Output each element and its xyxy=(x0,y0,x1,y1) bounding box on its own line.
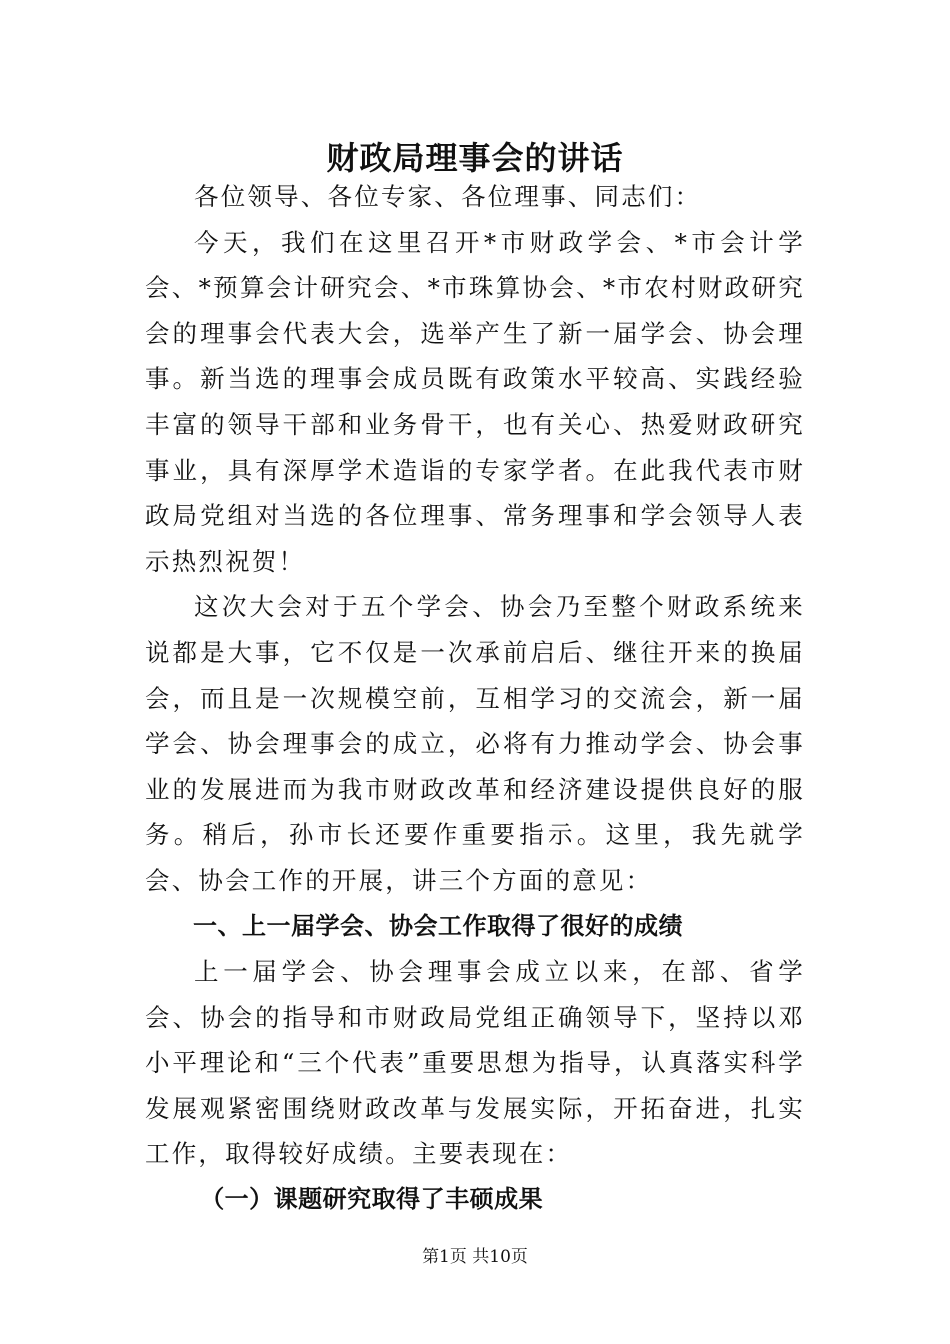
document-title: 财政局理事会的讲话 xyxy=(326,139,624,177)
paragraph-1: 今天，我们在这里召开*市财政学会、*市会计学会、*预算会计研究会、*市珠算协会、*市农村财政研究会的理事会代表大会，选举产生了新一届学会、协会理事。新当选的理事会成员既有政策水平较高、实践经验丰富的领导干部和业务骨干，也有关心、热爱财政研究事业，具有深厚学术造诣的专家学者。在此我代表市财政局党组对当选的各位理事、常务理事和学会领导人表示热烈祝贺！ xyxy=(145,227,805,576)
section-paragraph-1: 上一届学会、协会理事会成立以来，在部、省学会、协会的指导和市财政局党组正确领导下，坚持以邓小平理论和“三个代表”重要思想为指导，认真落实科学发展观紧密围绕财政改革与发展实际，开拓奋进，扎实工作，取得较好成绩。主要表现在： xyxy=(145,957,805,1169)
paragraph-2: 这次大会对于五个学会、协会乃至整个财政系统来说都是大事，它不仅是一次承前启后、继往开来的换届会，而且是一次规模空前，互相学习的交流会，新一届学会、协会理事会的成立，必将有力推动学会、协会事业的发展进而为我市财政改革和经济建设提供良好的服务。稍后，孙市长还要作重要指示。这里，我先就学会、协会工作的开展，讲三个方面的意见： xyxy=(145,592,805,895)
section-heading-1: 一、上一届学会、协会工作取得了很好的成绩 xyxy=(193,911,683,940)
subsection-heading-1: （一）课题研究取得了丰硕成果 xyxy=(200,1185,544,1214)
page-number-footer: 第1页 共10页 xyxy=(422,1247,528,1267)
salutation: 各位领导、各位专家、各位理事、同志们： xyxy=(194,182,702,211)
document-body xyxy=(145,174,805,1223)
